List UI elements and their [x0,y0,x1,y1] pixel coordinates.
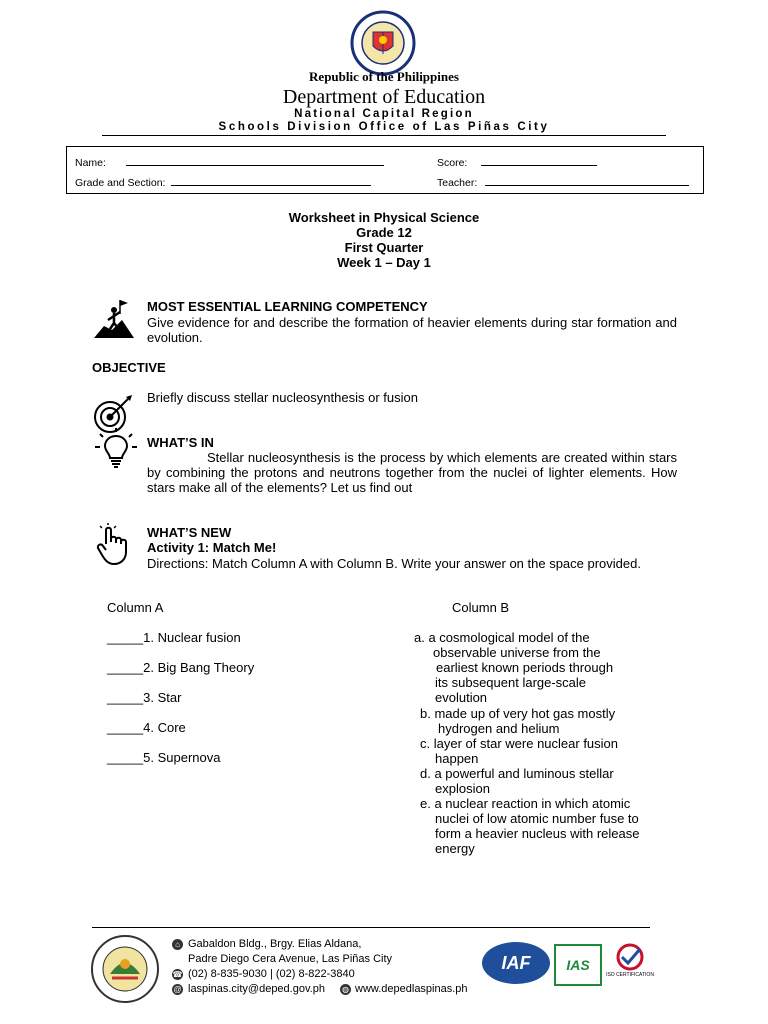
pointing-hand-icon [92,522,136,566]
certification-label: ISO CERTIFICATION [606,972,654,978]
student-info-box [66,146,704,194]
column-a-item[interactable]: _____2. Big Bang Theory [107,660,255,675]
melc-text: Give evidence for and describe the formation of heavier elements during star formation and evolution. [147,315,677,345]
republic-line: Republic of the Philippines [309,69,459,84]
worksheet-quarter: First Quarter [344,240,424,255]
email-icon: @ [173,985,182,994]
footer-address-line2: Padre Diego Cera Avenue, Las Piñas City [188,953,393,965]
column-b-item: a. a cosmological model of the observable universe from the earliest known periods through its subsequent large-scale evolution [414,630,614,705]
header-divider [102,135,666,136]
lightbulb-icon [94,427,138,471]
objective-text: Briefly discuss stellar nucleosynthesis or fusion [147,390,418,405]
iso-certification-logo [602,940,658,988]
worksheet-title-block [0,210,768,270]
score-field[interactable]: Score: [437,155,597,169]
column-b-item: e. a nuclear reaction in which atomic nuclei of low atomic number fuse to form a heavier nucleus with release energy [420,796,640,856]
division-seal-text [0,0,1,1]
objective-heading: OBJECTIVE [92,360,166,375]
iaf-logo: IAF [482,942,550,984]
footer-contact [172,982,468,997]
footer-phone: ☎ (02) 8-835-9030 | (02) 8-822-3840 [172,968,355,980]
division-line: Schools Division Office of Las Piñas City [218,121,550,133]
region-line: National Capital Region [294,108,474,120]
column-b-item: d. a powerful and luminous stellar explosion [420,766,614,796]
phone-icon: ☎ [172,970,183,979]
worksheet-grade: Grade 12 [356,225,412,240]
globe-icon: ◍ [340,984,351,995]
footer-email[interactable]: laspinas.city@deped.gov.ph [188,983,325,995]
column-b-item: b. made up of very hot gas mostly hydrogen and helium [420,706,616,736]
whats-in-heading: WHAT’S IN [147,435,214,450]
teacher-field[interactable]: Teacher: [437,175,689,189]
column-a-item[interactable]: _____4. Core [107,720,186,735]
department-title: Department of Education [282,86,486,108]
division-seal-logo [90,934,160,1004]
footer-address [172,937,468,997]
melc-heading: MOST ESSENTIAL LEARNING COMPETENCY [147,299,428,314]
footer-divider [92,927,650,928]
column-a-item[interactable]: _____3. Star [107,690,182,705]
grade-section-field[interactable]: Grade and Section: [75,175,371,189]
whats-new-heading: WHAT’S NEW [147,525,232,540]
worksheet-title: Worksheet in Physical Science [288,210,480,225]
home-icon: ⌂ [172,939,183,950]
climber-flag-icon [92,296,136,340]
footer-address-line1: ⌂ Gabaldon Bldg., Brgy. Elias Aldana, [172,937,468,952]
deped-seal-logo [345,10,421,76]
column-a-item[interactable]: _____5. Supernova [107,750,221,765]
column-a-item[interactable]: _____1. Nuclear fusion [107,630,241,645]
column-a-header: Column A [107,600,164,615]
name-field[interactable]: Name: [75,155,384,169]
activity-directions: Directions: Match Column A with Column B. Write your answer on the space provided. [147,556,641,571]
certification-mark-icon [614,942,646,972]
worksheet-week: Week 1 – Day 1 [337,255,431,270]
whats-in-text: Stellar nucleosynthesis is the process by which elements are created within stars by combining the protons and neutrons together from the nuclei of lighter elements. How stars make all of the elements? Let us find out [147,450,677,495]
column-b-item: c. layer of star were nuclear fusion happen [420,736,619,766]
activity-title: Activity 1: Match Me! [147,540,277,555]
column-b-header: Column B [452,600,510,615]
ias-logo: IAS [554,944,602,986]
footer-website[interactable]: www.depedlaspinas.ph [355,983,468,995]
